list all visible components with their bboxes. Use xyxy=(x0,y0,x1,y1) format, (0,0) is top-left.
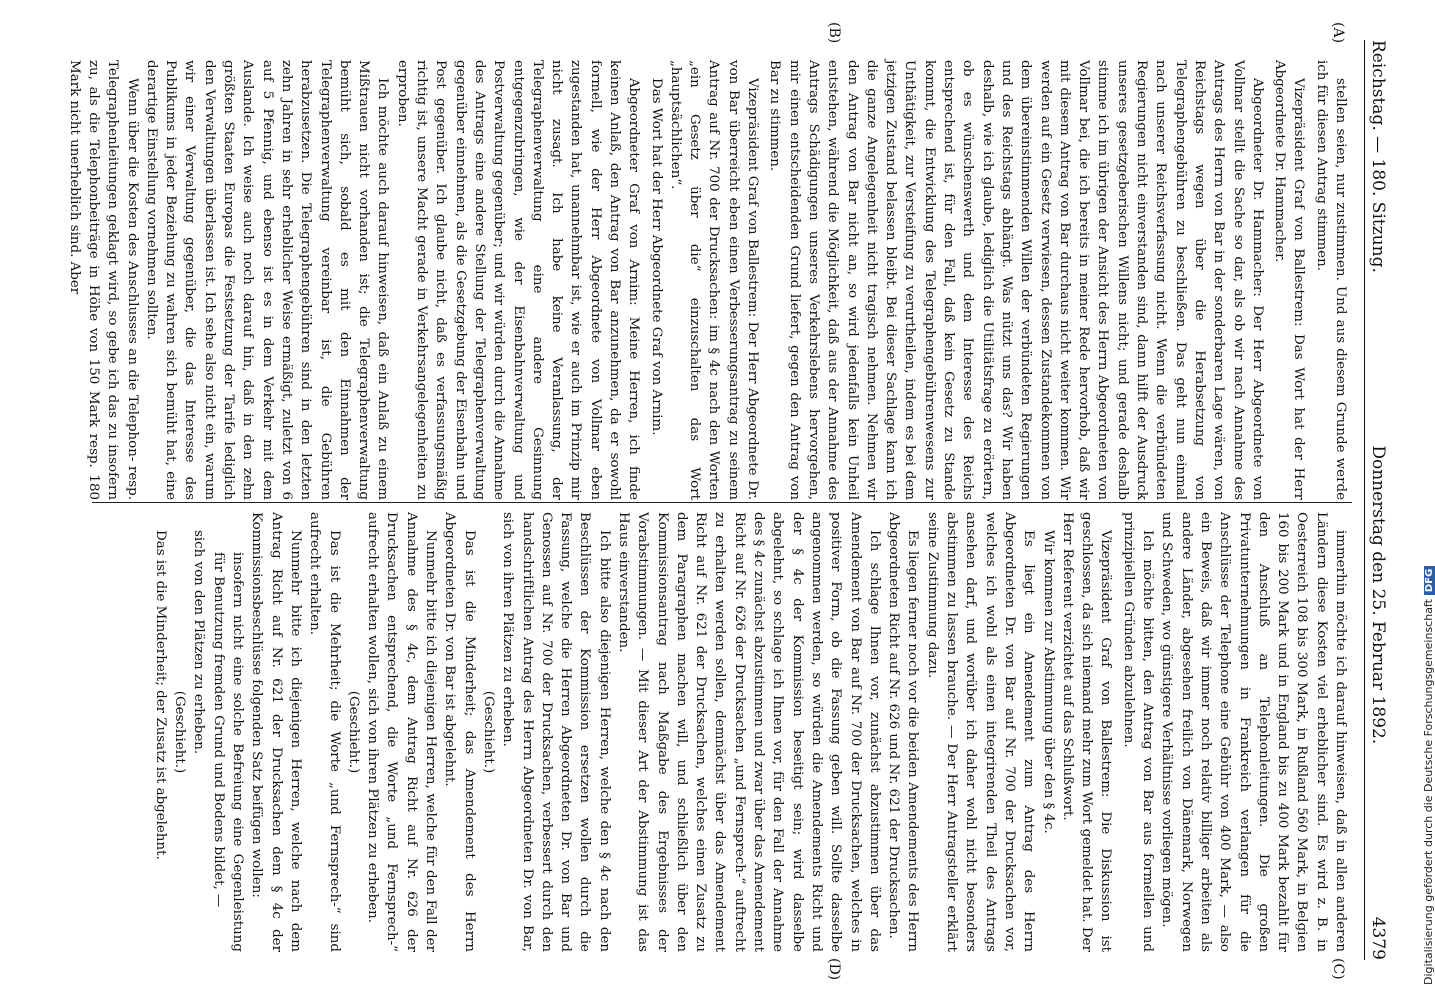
paragraph: Wenn über die Kosten des Anschlusses an die Telephon- resp. Telegraphenleitungen geklagt wird, so gebe ich das zu insofern zu, als die Telephonbeiträge in Höhe von 150 Mark resp. 180 Mark nicht unerheblich sind. Aber xyxy=(66,60,140,500)
paragraph: Vizepräsident Graf von Ballestrem: Das Wort hat der Herr Abgeordnete Dr. Hammacher. xyxy=(1272,60,1307,500)
paragraph: Es liegen ferner noch vor die beiden Amendements des Herrn Abgeordneten Richt auf Nr. 626 und Nr. 621 der Drucksachen. xyxy=(886,512,921,952)
paragraph: immerhin möchte ich darauf hinweisen, daß in allen anderen Ländern diese Kosten viel erheblicher sind. Es wird z. B. in Oesterreich 108 bis 300 Mark, in Rußland 560 Mark, in Belgien 160 bis 200 Mark und in England bis zu 400 Mark bezahlt für den Anschluß an Telephonleitungen. Die großen Privatunternehmungen in Frankreich verlangen für die Anschlüsse der Telephone eine Gebühr von 400 Mark, — also ein Beweis, daß wir immer noch relativ billiger arbeiten als andere Länder, abgesehen freilich von Dänemark, Norwegen und Schweden, wo günstigere Verhältnisse vorliegen mögen. xyxy=(1159,512,1348,952)
paragraph: Nunmehr bitte ich diejenigen Herren, welche für den Fall der Annahme des § 4c, dem Antrag Richt auf Nr. 626 der Drucksachen entsprechend, die Worte „und Fernsprech-“ aufrecht erhalten wollen, sich von ihren Plätzen zu erheben. xyxy=(365,512,439,952)
margin-marker-b: (B) xyxy=(826,22,842,44)
right-column xyxy=(151,512,1350,952)
header-left: Reichstag. — 180. Sitzung. xyxy=(1368,40,1388,273)
paragraph: Wir kommen zur Abstimmung über den § 4c. xyxy=(1040,530,1056,834)
rotated-page xyxy=(52,0,1432,1000)
paragraph: stellen seien, nur zustimmen. Und aus diesem Grunde werde ich für diesen Antrag stimmen. xyxy=(1313,60,1348,500)
paragraph: Ich bitte also diejenigen Herren, welche den § 4c nach den Beschlüssen der Kommission ersetzen wollen durch die Fassung, welche die Herren Abgeordneten Dr. von Bar und Genossen auf Nr. 700 der Drucksachen, verbessert durch den handschriftlichen Antrag des Herrn Abgeordneten Dr. von Bar, sich von ihren Plätzen zu erheben. xyxy=(500,512,612,952)
paragraph: Ich möchte auch darauf hinweisen, daß ein Anlaß zu einem Mißtrauen nicht vorhanden ist; die Telegraphenverwaltung bemüht sich, sobald es mit den Einnahmen der Telegraphenverwaltung vereinbar ist, die Gebühren herabzusetzen. Die Telegraphengebühren sind in den letzten zehn Jahren in sehr erheblicher Weise ermäßigt, zuletzt von 6 auf 5 Pfennig, und ebenso ist es in dem Verkehr mit dem Auslande. Ich weise auch noch darauf hin, daß in den zehn größten Staaten Europas die Festsetzung der Tarife lediglich den Verwaltungen überlassen ist. Ich sehe also nicht ein, warum wir einer Verwaltung gegenüber, die das Interesse des Publikums in jeder Beziehung zu wahren sich bemüht hat, eine derartige Einstellung vornehmen sollten. xyxy=(143,60,391,500)
paragraph: Das ist die Minderheit; das Amendement des Herrn Abgeordneten Dr. von Bar ist abgelehnt. xyxy=(442,512,477,952)
paragraph: Abgeordneter Graf von Arnim: Meine Herren, ich finde keinen Anlaß, den Antrag von Bar anzunehmen, da er sowohl formell, wie der Herr Abgeordnete von Vollmar eben zugestanden hat, unannehmbar ist, wie er auch im Prinzip mir nicht zusagt. Ich habe keine Veranlassung, der Telegraphenverwaltung eine andere Gesinnung entgegenzubringen, wie der Eisenbahnverwaltung und Postverwaltung gegenüber; und wir würden durch die Annahme des Antrags eine andere Stellung der Telegraphenverwaltung gegenüber einnehmen, als die Gesetzgebung der Eisenbahn und Post gegenüber. Ich glaube nicht, daß es verfassungsmäßig richtig ist, unsere Macht gerade in Verkehrsangelegenheiten zu erproben. xyxy=(394,60,642,500)
paragraph: Es liegt ein Amendement zum Antrag des Herrn Abgeordneten Dr. von Bar auf Nr. 700 der Drucksachen vor, welches ich wohl als einen integrirenden Theil des Antrags ansehen darf, und worüber ich daher wohl nicht besonders abstimmen zu lassen brauche. — Der Herr Antragsteller erklärt seine Zustimmung dazu. xyxy=(924,512,1037,952)
margin-marker-a: (A) xyxy=(1330,22,1346,44)
paragraph: Abgeordneter Dr. Hammacher: Der Herr Abgeordnete von Vollmar stellt die Sache so dar, als ob wir nach Annahme des Antrags des Herrn von Bar in der sonderbaren Lage wären, von Reichstags wegen über die Herabsetzung von Telegraphengebühren zu beschließen. Das geht nun einmal nach unserer Reichsverfassung nicht. Wenn die verbündeten Regierungen nicht einverstanden sind, dann hilft der Ausdruck unseres gesetzgeberischen Willens nicht; und gerade deshalb stimme ich im übrigen der Ansicht des Herrn Abgeordneten von Vollmar bei, die ich bereits in meiner Rede hervorhob, daß wir mit diesem Antrag von Bar durchaus nicht weiter kommen. Wir werden auf ein Gesetz verwiesen, dessen Zustandekommen von dem übereinstimmenden Willen der verbündeten Regierungen und des Reichstags abhängt. Was nützt uns das? Wir haben deshalb, wie ich glaube, lediglich die Utilitätsfrage zu erörtern, ob es wünschenswerth und dem Interesse des Reichs entsprechend ist, für den Fall, daß kein Gesetz zu Stande kommt, die Entwicklung des Telegraphengebührenwesens zur Unthätigkeit, zur Versteifung zu verurtheilen, indem es bei dem jetzigen Zustand belassen bleibt. Bei dieser Sachlage kann ich die ganze Angelegenheit nicht tragisch nehmen. Nehmen wir den Antrag von Bar nicht an, so wird jedenfalls kein Unheil entstehen, während die Möglichkeit, daß aus der Annahme des Antrags Schädigungen unseres Verkehrslebens hervorgehen, mir einen entscheidenden Grund liefert, gegen den Antrag von Bar zu stimmen. xyxy=(767,60,1265,500)
margin-marker-c: (C) xyxy=(1330,958,1346,980)
digitization-credit xyxy=(1422,566,1435,985)
margin-marker-d: (D) xyxy=(826,958,842,981)
credit-text: Digitalisierung gefördert durch die Deutsche Forschungsgemeinschaft xyxy=(1422,599,1435,985)
stage-direction: (Geschieht.) xyxy=(345,690,361,774)
paragraph: Das ist die Mehrheit; die Worte „und Fernsprech-“ sind aufrecht erhalten. xyxy=(307,512,342,952)
left-column xyxy=(64,60,1350,500)
paragraph: Das Wort hat der Herr Abgeordnete Graf von Arnim. xyxy=(648,78,664,436)
dfg-logo: DFG xyxy=(1424,566,1435,595)
quoted-amendment: insofern nicht eine solche Befreiung eine Gegenleistung für Benutzung fremden Grund und Bodens bildet, — xyxy=(210,552,246,952)
running-header xyxy=(1364,40,1396,960)
paragraph: Ich schlage Ihnen vor, zunächst abzustimmen über das Amendement von Bar auf Nr. 700 der Drucksachen, welches in positiver Form, ob die Fassung geben will. Sollte dasselbe angenommen werden, so würden die Amendements Richt und der § 4c der Kommission beseitigt sein; wird dasselbe abgelehnt, so schlage ich Ihnen vor, für den Fall der Annahme des § 4c zunächst abzustimmen und zwar über das Amendement Richt auf Nr. 626 der Drucksachen „und Fernsprech-“ auftrecht zu erhalten werden sollen, demnächst über das Amendement Richt auf Nr. 621 der Drucksachen, welches einen Zusatz zu dem Paragraphen machen will, und schließlich über den Kommissionsantrag nach Maßgabe des Ergebnisses der Vorabstimmungen. — Mit dieser Art der Abstimmung ist das Haus einverstanden. xyxy=(616,512,882,952)
paragraph: Ich möchte bitten, den Antrag von Bar aus formellen und prinzipiellen Gründen abzulehnen. xyxy=(1120,512,1156,952)
stage-direction: (Geschieht.) xyxy=(172,690,188,774)
header-date: Donnerstag den 25. Februar 1892. xyxy=(1368,445,1388,745)
paragraph: Nunmehr bitte ich diejenigen Herren, welche nach dem Antrag Richt auf Nr. 621 der Drucksachen dem § 4c der Kommissionsbeschlüsse folgenden Satz beifügen wollen: xyxy=(249,512,303,952)
column-divider xyxy=(92,502,1352,503)
stage-direction: (Geschieht.) xyxy=(480,690,496,774)
paragraph: Vizepräsident Graf von Ballestrem: Der Herr Abgeordnete Dr. von Bar überreicht eben einen Verbesserungsantrag zu seinem Antrag auf Nr. 700 der Drucksachen: im § 4c nach den Worten „ein Gesetz über die“ einzuschalten das Wort „hauptsächlichen“. xyxy=(667,60,761,500)
paragraph: Vizepräsident Graf von Ballestrem: Die Diskussion ist geschlossen, da sich niemand mehr zum Wort gemeldet hat. Der Herr Referent verzichtet auf das Schlußwort. xyxy=(1059,512,1114,952)
paragraph: Das ist die Minderheit; der Zusatz ist abgelehnt. xyxy=(152,530,168,860)
page-number: 4379 xyxy=(1368,916,1388,960)
paragraph: sich von den Plätzen zu erheben. xyxy=(191,530,207,755)
